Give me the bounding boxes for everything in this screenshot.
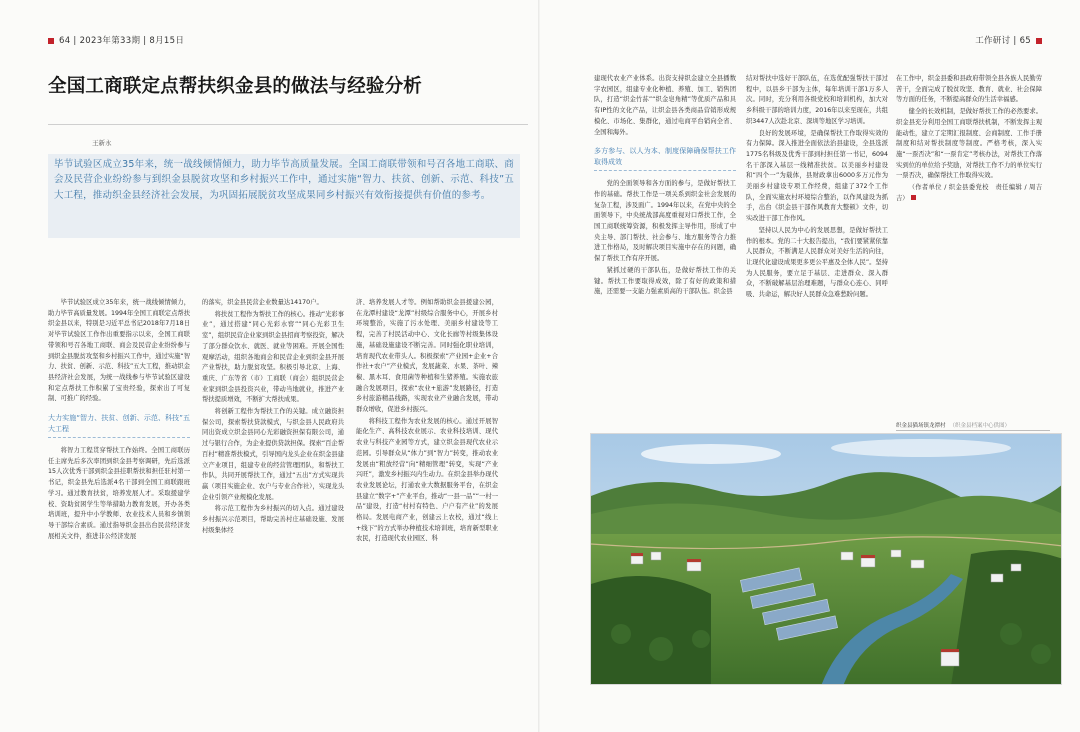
end-marker [911,195,916,200]
village-landscape-image [591,434,1062,685]
body-paragraph: 将智力工程贯穿帮扶工作始终。全国工商联历任主席先后多次率团到织金县考察调研，先后选派15人次优秀干部到织金县挂职帮扶和担任驻村第一书记，织金县先后选派4名干部到全国工商联跟班学习。通过教育扶贫，培养发展人才。采取援建学校、资助贫困学生等举措助力教育发展，开办各类培训班，提升中小学教师、农业技术人员和乡镇领导干部综合素质。通过指导织金县出台民营经济发展相关文件，推进非公经济发展 [48,447,190,540]
section-label: 工作研讨 [975,36,1011,46]
right-column-2 [746,74,888,392]
abstract-box [48,154,520,238]
right-page-number: 65 [1019,36,1031,46]
body-paragraph: 将示范工程作为乡村振兴的切入点。通过建设乡村振兴示范项目，帮助完善村庄基础设施、发展村级集体经 [202,505,344,534]
body-paragraph: 毕节试验区成立35年来，统一战线倾情倾力，助力毕节高质量发展。1994年全国工商联定点帮扶织金县以来，特别是习近平总书记2018年7月18日对毕节试验区工作作出重要指示以来，全国工商联带领和号召各地工商联、商会及民营企业纷纷参与到织金县脱贫攻坚和乡村振兴工作中，通过实施“智力、扶贫、创新、示范、科技”五大工程，推动织金县经济社会发展，为统一战线参与毕节试验区建设和定点帮扶工作积累了宝贵经验，探索出了可复制、可推广的经验。 [48,299,190,403]
abstract-text: 毕节试验区成立35年来，统一战线倾情倾力，助力毕节高质量发展。全国工商联带领和号召各地工商联、商会及民营企业纷纷参与到织金县脱贫攻坚和乡村振兴工作中，通过实施“智力、扶贫、创新、示范、科技”五大工程，推动织金县经济社会发展，为巩固拓展脱贫攻坚成果同乡村振兴有效衔接提供有价值的参考。 [54,159,514,201]
body-paragraph: 在工作中，织金县委和县政府带领全县各族人民勤劳苦干，全面完成了脱贫攻坚、教育、就业、社会保障等方面的任务，不断提高群众的生活幸福感。 [896,75,1042,104]
title-rule [48,124,528,125]
body-paragraph: 党的全面领导和各方面的参与，是做好帮扶工作的基础。帮扶工作是一项关系到织金社会发展的复杂工程，涉及面广。1994年以来，在党中央的全面领导下，中央统战部高度重视对口帮扶工作，全国工商联统筹资源，积极发挥主导作用，形成了中央主导、部门帮扶、社会参与、地方服务等合力推进工作格局，及时解决项目实施中存在的问题，确保了帮扶工作有序开展。 [594,180,736,263]
body-paragraph: 结对帮扶中选好干部队伍，在选优配强帮扶干部过程中，以县乡干部为主体，每年培训干部1万多人次。同时，充分利用各级党校和培训机构，加大对乡科级干部的培训力度，2016年以来至现在，共组织3447人次赴北京、深圳等地区学习培训。 [746,75,888,125]
right-page [540,0,1080,732]
left-running-head: 64 | 2023年第33期 | 8月15日 [48,34,184,46]
left-column-2 [202,298,344,698]
date-label: 8月15日 [149,36,185,46]
section-heading-1: 大力实施“智力、扶贫、创新、示范、科技”五大工程 [48,413,190,438]
body-paragraph: 将扶贫工程作为帮扶工作的核心。推动“光彩事业”，通过搭建“同心光彩水窖”“同心光彩卫生室”，组织民营企业家到织金县招商考察投资，解决了部分群众饮水、就医、就业等困难。开展全国性观摩活动，组织各地商会和民营企业到织金县开展产业帮扶，助力脱贫攻坚。积极引导北京、上海、重庆、广东等省（市）工商联（商会）组织民营企业家到织金县投资兴业，带动当地就业，推进产业帮扶提质增效，不断扩大帮扶成果。 [202,310,344,404]
body-paragraph: 良好的发展环境，是确保帮扶工作取得实效的有力保障。深入推进全面依法治县建设，全县选派1775名科级及优秀干部到村担任第一书记，6094名干部深入基层一线精准扶贫。以美丽乡村建设和“四个一”为载体，县财政拿出6000多万元作为美丽乡村建设专项工作经费，组建了372个工作队，全面实施农村环境综合整治，以作风建设为抓手，出台《织金县干部作风教育大整顿》文件，切实改进干部工作作风。 [746,129,888,223]
body-paragraph: 将创新工程作为帮扶工作的关键。成立融资担保公司，探索帮扶贷款模式，与织金县人民政府共同出资成立织金县同心光彩融资担保有限公司，通过与银行合作，为企业提供贷款担保。探索“百企帮百村”精准帮扶模式，引导国内龙头企业在织金县建立产业项目，组建专业的经营管理团队，和帮扶工作队，共同开展帮扶工作，通过“五出”方式实现共赢（项目实施企业、农户与专业合作社），实现龙头企业引领产业规模化发展。 [202,408,344,501]
right-running-head: 工作研讨 | 65 [975,34,1042,46]
photo-caption-credit: （织金县档案中心供图） [949,423,1011,429]
right-column-3 [896,74,1042,324]
author-byline: 王新永 [92,139,112,147]
left-column-3 [356,298,498,698]
body-paragraph: 建现代农业产业体系。出资支持织金建立全县播数字农园区，组建专业化种植、养殖、加工、销售团队，打造“织金竹荪”“织金皂角精”等优质产品和具有IP性的文化产品，让织金县各类商品营销形成规模化、市场化、集群化，通过电商平台销向全省、全国和海外。 [594,75,736,136]
red-square-marker [48,38,54,44]
author-unit-note: （作者单位 / 织金县委党校 责任编辑 / 周吉吉） [896,184,1042,202]
village-aerial-photo [590,433,1062,685]
red-square-marker [1036,38,1042,44]
photo-caption [896,421,1050,431]
left-page-number: 64 [59,36,71,46]
body-paragraph: 健全的长效机制，是做好帮扶工作的必然要求。织金县充分利用全国工商联帮扶机制，不断发挥主观能动性，建立了定期汇报制度、会商制度、工作手册制度和结对帮扶制度等制度。严格考核，深入实施“一票否决”和“一票肯定”考核办法，对帮扶工作落实到位的单位给予奖励，对帮扶工作不力的单位实行一票否决，确保帮扶工作取得实效。 [896,108,1042,180]
body-paragraph: 的落实，织金县民营企业数量达14170户。 [202,299,323,306]
body-paragraph: 将科技工程作为农业发展的核心。通过开展智能化生产、高科技农业展示、农业科技培训、现代农业与科技产业园等方式，建立织金县现代农业示范园。引导群众从“体力”到“智力”转变，推动农业发展由“粗放经营”向“精细管理”转变，实现“产业兴旺”，激发乡村振兴内生动力。在织金县举办现代农业发展论坛，打通农业大数据服务平台，在织金县建立“数字+”产业平台，推动“一县一品”“一村一品”建设，打造“村村有特色、户户有产业”的发展格局。发展电商产业，创建云上农校，通过“线上+线下”的方式举办种植技术培训班，培育新型职业农民，打造现代农业园区、科 [356,417,498,543]
article-title: 全国工商联定点帮扶织金县的做法与经验分析 [48,76,423,97]
body-paragraph: 坚持以人民为中心的发展思想，是做好帮扶工作的根本。党的二十大报告提出，“我们要紧紧依靠人民群众，不断满足人民群众对美好生活的向往，让现代化建设成果更多更公平惠及全体人民”。坚持为人民服务，要立足于基层、走进群众、深入群众，不断破解基层治理难题，与群众心连心、同呼吸、共命运，解决好人民群众急难愁盼问题。 [746,226,888,299]
section-heading-2: 多方参与、以人为本、制度保障确保帮扶工作取得成效 [594,146,736,171]
body-paragraph: 济、培养发展人才等。例如帮助织金县援建公园，在龙潭村建设“龙潭”村级综合服务中心，开展乡村环境整治，实施了污水处理、美丽乡村建设等工程，完善了村民活动中心、文化长廊等村级集体设施，基础设施建设不断完善。同时强化职业培训，培育现代农业带头人。积极探索“产业园+企业+合作社+农户”产业模式，发展蔬菜、水果、茶叶、辣椒、黑木耳、食用菌等种植和生猪养殖。实施农旅融合发展项目，探索“农业+旅游”发展路径，打造乡村旅游精品线路，实现农业产业融合发展，带动群众增收，促进乡村振兴。 [356,299,498,414]
body-paragraph: 紧抓过硬的干部队伍，是做好帮扶工作的关键。帮扶工作要取得成效，除了有好的政策和措施，还需要一支能力强素质高的干部队伍。织金县 [594,266,736,296]
issue-label: 2023年第33期 [79,36,141,46]
left-column-1 [48,298,190,698]
photo-caption-title: 织金县猫场镇龙潭村 [896,423,946,429]
right-column-1 [594,74,736,392]
